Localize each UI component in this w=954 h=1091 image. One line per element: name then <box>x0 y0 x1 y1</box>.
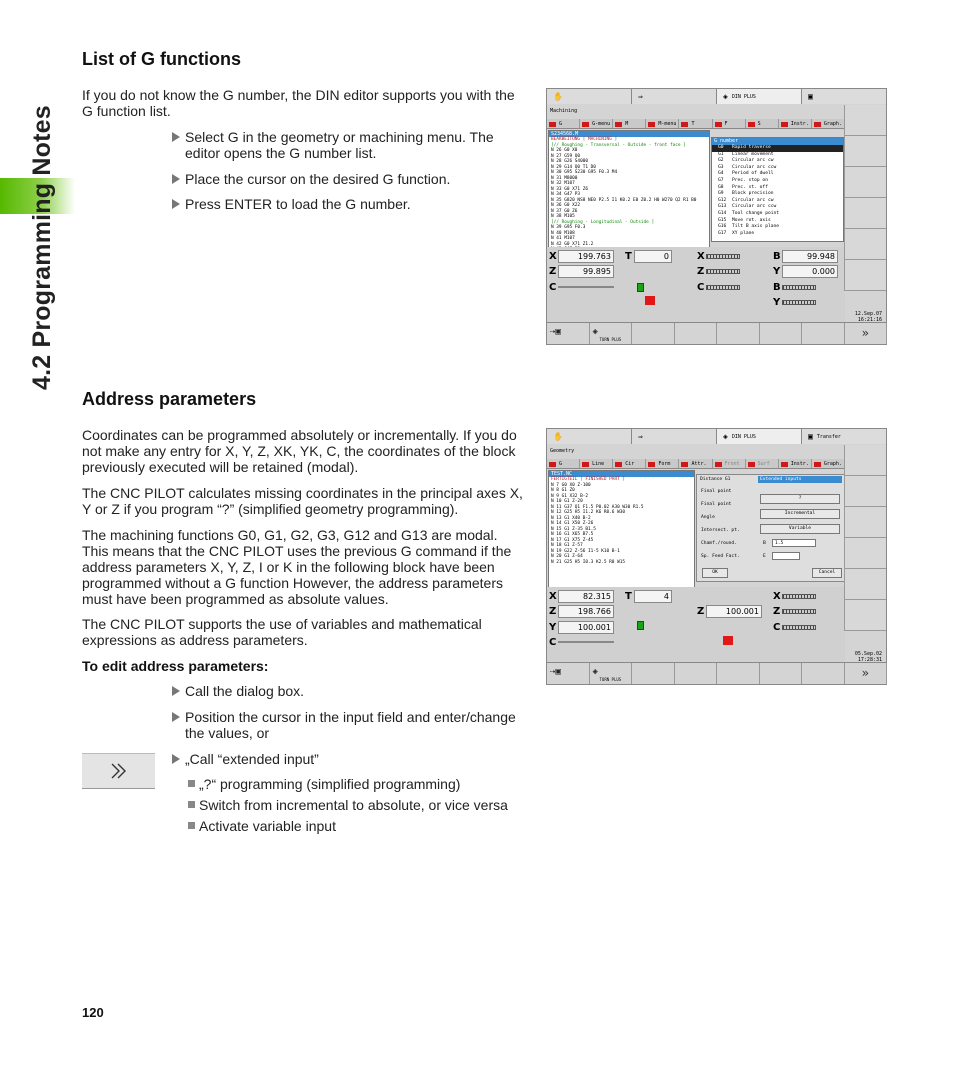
section-heading-g-functions: List of G functions <box>82 49 241 69</box>
screen-tabs <box>547 89 887 104</box>
menu-m-menu[interactable]: M-menu <box>646 119 679 128</box>
program-line[interactable]: N 27 G59 Q0 <box>551 153 581 159</box>
g-list-item[interactable] <box>712 145 843 152</box>
g-code: G9 <box>718 191 724 197</box>
axis-z-second: Z 100.001 <box>697 604 762 618</box>
program-line[interactable]: N 14 G1 X50 Z-26 <box>551 521 594 526</box>
menu-bar <box>547 459 845 469</box>
menu-f[interactable]: F <box>713 119 746 128</box>
tab-machine[interactable] <box>547 89 632 104</box>
program-line[interactable]: [// Roughing - Transversal - Outside - front face ] <box>551 142 686 148</box>
program-line[interactable]: N 37 G0 Z6 <box>551 208 578 214</box>
sub-item-variable: Activate variable input <box>188 818 336 834</box>
g-code: G4 <box>718 171 724 177</box>
vertical-softkey[interactable] <box>844 445 886 476</box>
vertical-softkey[interactable] <box>844 260 886 291</box>
bullet-arrow-icon <box>172 174 180 184</box>
g-description: Linear movement <box>732 151 774 157</box>
softkey-empty[interactable] <box>802 323 845 344</box>
softkey-extended-arrow-icon[interactable]: » <box>845 663 888 684</box>
hand-icon: ✋ <box>553 91 563 101</box>
g-code: G15 <box>718 217 727 223</box>
g-description: Circular arc cw <box>732 197 774 203</box>
turn-plus-icon: ◈ <box>592 667 598 677</box>
hold-status-icon <box>645 296 655 305</box>
tab-transfer[interactable]: ▣ Transfer <box>802 429 887 444</box>
horizontal-softkeys <box>547 662 887 684</box>
g-description: Prec. stop on <box>732 177 768 183</box>
menu-g-menu[interactable]: G-menu <box>580 119 613 128</box>
button-simplified[interactable]: ? <box>760 494 840 504</box>
softkey-empty[interactable] <box>632 323 675 344</box>
distance-g1-dialog <box>696 474 846 582</box>
program-line[interactable]: N 42 G0 X71 Z1.2 <box>551 241 594 247</box>
tab-machine[interactable] <box>547 429 632 444</box>
din-plus-icon: ◈ <box>723 91 728 101</box>
program-line[interactable]: N 41 M107 <box>551 236 575 241</box>
program-listing[interactable] <box>548 470 695 588</box>
bullet-arrow-icon <box>172 199 180 209</box>
input-b[interactable]: 1.5 <box>772 539 816 547</box>
program-line[interactable]: N 28 G26 S4000 <box>551 159 589 164</box>
extended-input-softkey <box>82 753 155 789</box>
vertical-softkey[interactable] <box>844 167 886 198</box>
paragraph-coordinates: Coordinates can be programmed absolutely or incrementally. If you do not make any entry for X, Y, Z, XK, YK, C, the coordinates of the block previously executed will be retained (modal). <box>82 427 517 475</box>
axis-b: B 99.948 <box>773 249 838 263</box>
g-description: Circular arc cw <box>732 158 774 164</box>
g-description: Block precision <box>732 191 774 197</box>
g-list-item[interactable] <box>712 204 843 211</box>
g-list-item[interactable] <box>712 178 843 185</box>
softkey-empty[interactable] <box>717 663 760 684</box>
menu-form[interactable]: Form <box>646 459 679 468</box>
axis-x: X 199.763 <box>549 249 614 263</box>
vertical-softkey[interactable] <box>844 538 886 569</box>
g-list-title: G number <box>712 138 843 145</box>
paragraph-modal-functions: The machining functions G0, G1, G2, G3, G12 and G13 are modal. This means that the CNC PILOT uses the previous G command if the address parameters X, Y, Z, I or K in the following block have been programmed without a G function However, the address parameters must have been programmed as absolute values. <box>82 527 512 607</box>
g-code: G8 <box>718 184 724 190</box>
axis-x: X 82.315 <box>549 589 614 603</box>
edit-heading: To edit address parameters: <box>82 658 269 674</box>
field-final-point-2: Final point <box>701 502 732 507</box>
menu-bar <box>547 119 845 129</box>
program-line[interactable]: N 18 G1 Z-57 <box>551 543 583 548</box>
field-intersect: Intersect. pt. <box>701 528 740 533</box>
input-e[interactable] <box>772 552 800 560</box>
g-code: G2 <box>718 158 724 164</box>
program-line[interactable]: N 13 G1 X40 B-2 <box>551 515 591 521</box>
g-list-item[interactable] <box>712 224 843 231</box>
disk-icon: ▣ <box>808 91 813 101</box>
intro-paragraph: If you do not know the G number, the DIN editor supports you with the G function list. <box>82 87 515 119</box>
step-extended-input: „Call “extended input” <box>172 751 532 767</box>
menu-instr[interactable]: Instr. <box>779 119 812 128</box>
vertical-softkey[interactable] <box>844 476 886 507</box>
axis-x-feed: X <box>773 589 816 603</box>
menu-attr[interactable]: Attr. <box>679 459 712 468</box>
menu-s[interactable]: S <box>746 119 779 128</box>
g-number-list[interactable] <box>711 137 844 242</box>
program-line[interactable]: N 15 G1 Z-35 B1.5 <box>551 526 596 532</box>
vertical-softkey[interactable] <box>844 600 886 631</box>
arrow-right-icon: ⇒ <box>638 431 643 441</box>
g-description: Prec. st. off <box>732 184 768 190</box>
g-description: XY plane <box>732 230 755 236</box>
machine-icon: ⇢▣ <box>550 327 561 337</box>
axis-c-feed: C <box>697 280 740 294</box>
tab-din-plus[interactable]: ◈ DIN PLUS <box>717 89 802 104</box>
vertical-softkeys <box>844 445 886 631</box>
menu-graph[interactable]: Graph. <box>812 119 845 128</box>
program-line[interactable]: N 10 G1 Z-20 <box>551 499 583 504</box>
field-feed-factor: Sp. Feed Fact. <box>701 554 740 559</box>
axis-c: C <box>549 635 614 649</box>
menu-surf[interactable]: Surf <box>746 459 779 468</box>
button-variable[interactable]: Variable <box>760 524 840 534</box>
g-code: G13 <box>718 204 727 210</box>
axis-x-feed: X <box>697 249 740 263</box>
dialog-title: Distance G1 <box>700 477 731 482</box>
g-description: Circular arc ccw <box>732 164 777 170</box>
softkey-machine[interactable] <box>547 663 590 684</box>
horizontal-softkeys <box>547 322 887 344</box>
axis-b-feed: B <box>773 280 816 294</box>
program-line[interactable]: N 20 G1 Z-64 <box>551 554 583 559</box>
program-line[interactable]: N 17 G1 X75 Z-45 <box>551 537 594 543</box>
turn-plus-icon: ◈ <box>592 327 598 337</box>
axis-c-feed: C <box>773 620 816 634</box>
step-place-cursor: Place the cursor on the desired G function. <box>172 171 532 187</box>
cancel-button[interactable]: Cancel <box>812 568 842 578</box>
menu-front[interactable]: Front <box>713 459 746 468</box>
axis-status-panel <box>547 587 845 665</box>
axis-y: Y 100.001 <box>549 620 614 634</box>
program-line[interactable]: N 26 G0 X0 <box>551 148 578 153</box>
button-incremental[interactable]: Incremental <box>760 509 840 519</box>
softkey-empty[interactable] <box>675 323 718 344</box>
program-line[interactable]: N 29 G14 Q0 T1 D0 <box>551 164 596 170</box>
axis-status-panel <box>547 247 845 325</box>
bullet-arrow-icon <box>172 754 180 764</box>
softkey-empty[interactable] <box>632 663 675 684</box>
bullet-arrow-icon <box>172 712 180 722</box>
program-listing[interactable] <box>548 130 710 248</box>
menu-line[interactable]: Line <box>580 459 613 468</box>
bullet-arrow-icon <box>172 132 180 142</box>
screen-tabs <box>547 429 887 444</box>
sub-item-incremental: Switch from incremental to absolute, or vice versa <box>188 797 508 813</box>
disk-icon: ▣ <box>808 431 813 441</box>
program-line[interactable]: N 8 G1 Z0 <box>551 488 575 493</box>
cnc-screen-geometry-dialog <box>546 428 887 685</box>
mode-label: Machining <box>550 108 578 114</box>
axis-z-feed: Z <box>697 264 740 278</box>
tab-program[interactable] <box>632 429 717 444</box>
program-line[interactable]: N 11 G37 Q1 F1.5 P0.02 A30 W30 R1.5 <box>551 504 644 510</box>
program-line[interactable]: N 34 G47 P3 <box>551 192 581 197</box>
din-plus-icon: ◈ <box>723 431 728 441</box>
extended-input-arrow-icon <box>82 754 155 790</box>
section-heading-address-parameters: Address parameters <box>82 389 257 409</box>
softkey-empty[interactable] <box>760 663 803 684</box>
program-line[interactable]: N 16 G1 X65 B7.5 <box>551 532 594 537</box>
program-line[interactable]: N 31 M8000 <box>551 175 578 181</box>
paragraph-variables: The CNC PILOT supports the use of variables and mathematical expressions as address parameters. <box>82 616 482 648</box>
g-code: G1 <box>718 151 724 157</box>
softkey-turn-plus[interactable]: ◈ TURN PLUS <box>590 323 633 344</box>
hand-icon: ✋ <box>553 431 563 441</box>
machine-icon: ⇢▣ <box>550 667 561 677</box>
softkey-extended-arrow-icon[interactable]: » <box>845 323 888 344</box>
program-line[interactable]: N 35 G820 NS8 NE0 P2.5 I1 K0.2 E0 Z0.2 H0 W270 Q2 R1 B0 <box>551 197 697 203</box>
square-bullet-icon <box>188 801 195 808</box>
vertical-softkey[interactable] <box>844 105 886 136</box>
cnc-screen-g-list <box>546 88 887 345</box>
page-number: 120 <box>82 1005 104 1020</box>
axis-z: Z 99.895 <box>549 264 614 278</box>
sub-item-simplified: „?“ programming (simplified programming) <box>188 776 460 792</box>
vertical-softkey[interactable] <box>844 198 886 229</box>
softkey-empty[interactable] <box>760 323 803 344</box>
program-line[interactable]: N 33 G0 X71 Z6 <box>551 186 589 192</box>
axis-z: Z 198.766 <box>549 604 614 618</box>
program-line[interactable]: N 12 G25 H5 I1.2 K6 R0.6 W30 <box>551 510 626 515</box>
vertical-softkey[interactable] <box>844 136 886 167</box>
step-select-g: Select G in the geometry or machining menu. The editor opens the G number list. <box>172 129 532 161</box>
g-list-item[interactable] <box>712 191 843 198</box>
g-list-item[interactable] <box>712 231 843 238</box>
axis-t: T 0 <box>625 249 672 263</box>
menu-m[interactable]: M <box>613 119 646 128</box>
paragraph-missing-coordinates: The CNC PILOT calculates missing coordinates in the principal axes X, Y or Z if you program “?” (simplified geometry programming). <box>82 485 523 517</box>
menu-g[interactable]: G <box>547 119 580 128</box>
axis-z-feed: Z <box>773 604 816 618</box>
program-line[interactable]: N 39 G95 F0.3 <box>551 225 586 230</box>
g-list-item[interactable] <box>712 158 843 165</box>
g-description: Circular arc ccw <box>732 204 777 210</box>
spindle-status-icon <box>637 621 644 630</box>
g-list-item[interactable] <box>712 211 843 218</box>
extended-inputs-header: Extended inputs <box>758 476 842 483</box>
field-final-point-1: Final point <box>701 489 732 494</box>
square-bullet-icon <box>188 822 195 829</box>
label-e: E <box>763 554 766 559</box>
axis-y-feed: Y <box>773 295 816 309</box>
menu-t[interactable]: T <box>679 119 712 128</box>
program-title: S234568.M <box>549 131 709 137</box>
axis-t: T 4 <box>625 589 672 603</box>
clock: 12.Sep.07 16:21:16 <box>854 311 882 323</box>
program-line[interactable]: FERTIGTEIL [ FINISHED PART ] <box>551 477 626 482</box>
g-description: Rapid traverse <box>732 145 771 150</box>
step-position-cursor: Position the cursor in the input field and enter/change the values, or <box>172 709 532 741</box>
clock: 05.Sep.02 17:28:31 <box>854 651 882 663</box>
g-code: G0 <box>718 145 724 150</box>
g-code: G12 <box>718 197 727 203</box>
g-code: G7 <box>718 177 724 183</box>
program-line[interactable]: N 7 G0 X0 Z-100 <box>551 482 591 488</box>
g-code: G3 <box>718 164 724 170</box>
program-line[interactable]: N 38 M105 <box>551 214 575 219</box>
program-line[interactable]: [// Roughing - Longitudinal - Outside ] <box>551 219 655 225</box>
g-list-item[interactable] <box>712 171 843 178</box>
tab-program[interactable] <box>632 89 717 104</box>
spindle-status-icon <box>637 283 644 292</box>
step-call-dialog: Call the dialog box. <box>172 683 532 699</box>
g-code: G14 <box>718 210 727 216</box>
vertical-softkey[interactable] <box>844 229 886 260</box>
menu-cir[interactable]: Cir <box>613 459 646 468</box>
program-line[interactable]: N 21 G25 H5 I0.3 K2.5 R0 W15 <box>551 559 626 565</box>
vertical-softkey[interactable] <box>844 507 886 538</box>
axis-y: Y 0.000 <box>773 264 838 278</box>
tab-din-plus[interactable]: ◈ DIN PLUS <box>717 429 802 444</box>
softkey-machine[interactable] <box>547 323 590 344</box>
ok-button[interactable]: OK <box>702 568 728 578</box>
softkey-empty[interactable] <box>675 663 718 684</box>
g-description: Move rot. axis <box>732 217 771 223</box>
program-line[interactable]: N 30 G95 S230 G95 F0.3 M4 <box>551 170 618 175</box>
program-line[interactable]: N 40 M108 <box>551 230 575 236</box>
program-line[interactable]: BEARBEITUNG [ MACHINING ] <box>551 137 618 142</box>
bullet-arrow-icon <box>172 686 180 696</box>
g-description: Tilt B axis plane <box>732 224 780 230</box>
step-press-enter: Press ENTER to load the G number. <box>172 196 532 212</box>
square-bullet-icon <box>188 780 195 787</box>
softkey-empty[interactable] <box>802 663 845 684</box>
axis-c: C <box>549 280 614 294</box>
field-chamfer: Chamf./round. <box>701 541 737 546</box>
tab-save[interactable] <box>802 89 887 104</box>
mode-label: Geometry <box>550 448 575 454</box>
label-b: B <box>763 541 766 546</box>
g-description: Period of dwell <box>732 171 774 177</box>
program-line[interactable]: N 9 G1 X32 B-2 <box>551 493 589 499</box>
softkey-empty[interactable] <box>717 323 760 344</box>
program-title: TEST.NC <box>549 471 694 477</box>
menu-instr[interactable]: Instr. <box>779 459 812 468</box>
program-line[interactable]: N 32 M107 <box>551 181 575 186</box>
menu-graph[interactable]: Graph. <box>812 459 845 468</box>
g-description: Tool change point <box>732 210 780 216</box>
program-line[interactable]: N 19 G22 Z-56 I1-5 K10 B-1 <box>551 548 620 554</box>
menu-g[interactable]: G <box>547 459 580 468</box>
field-angle: Angle <box>701 515 715 520</box>
g-code: G17 <box>718 230 727 236</box>
vertical-softkeys <box>844 105 886 291</box>
g-code: G16 <box>718 224 727 230</box>
arrow-right-icon: ⇒ <box>638 91 643 101</box>
softkey-turn-plus[interactable]: ◈ TURN PLUS <box>590 663 633 684</box>
program-line[interactable]: N 36 G0 X22 <box>551 203 581 208</box>
vertical-softkey[interactable] <box>844 569 886 600</box>
hold-status-icon <box>723 636 733 645</box>
